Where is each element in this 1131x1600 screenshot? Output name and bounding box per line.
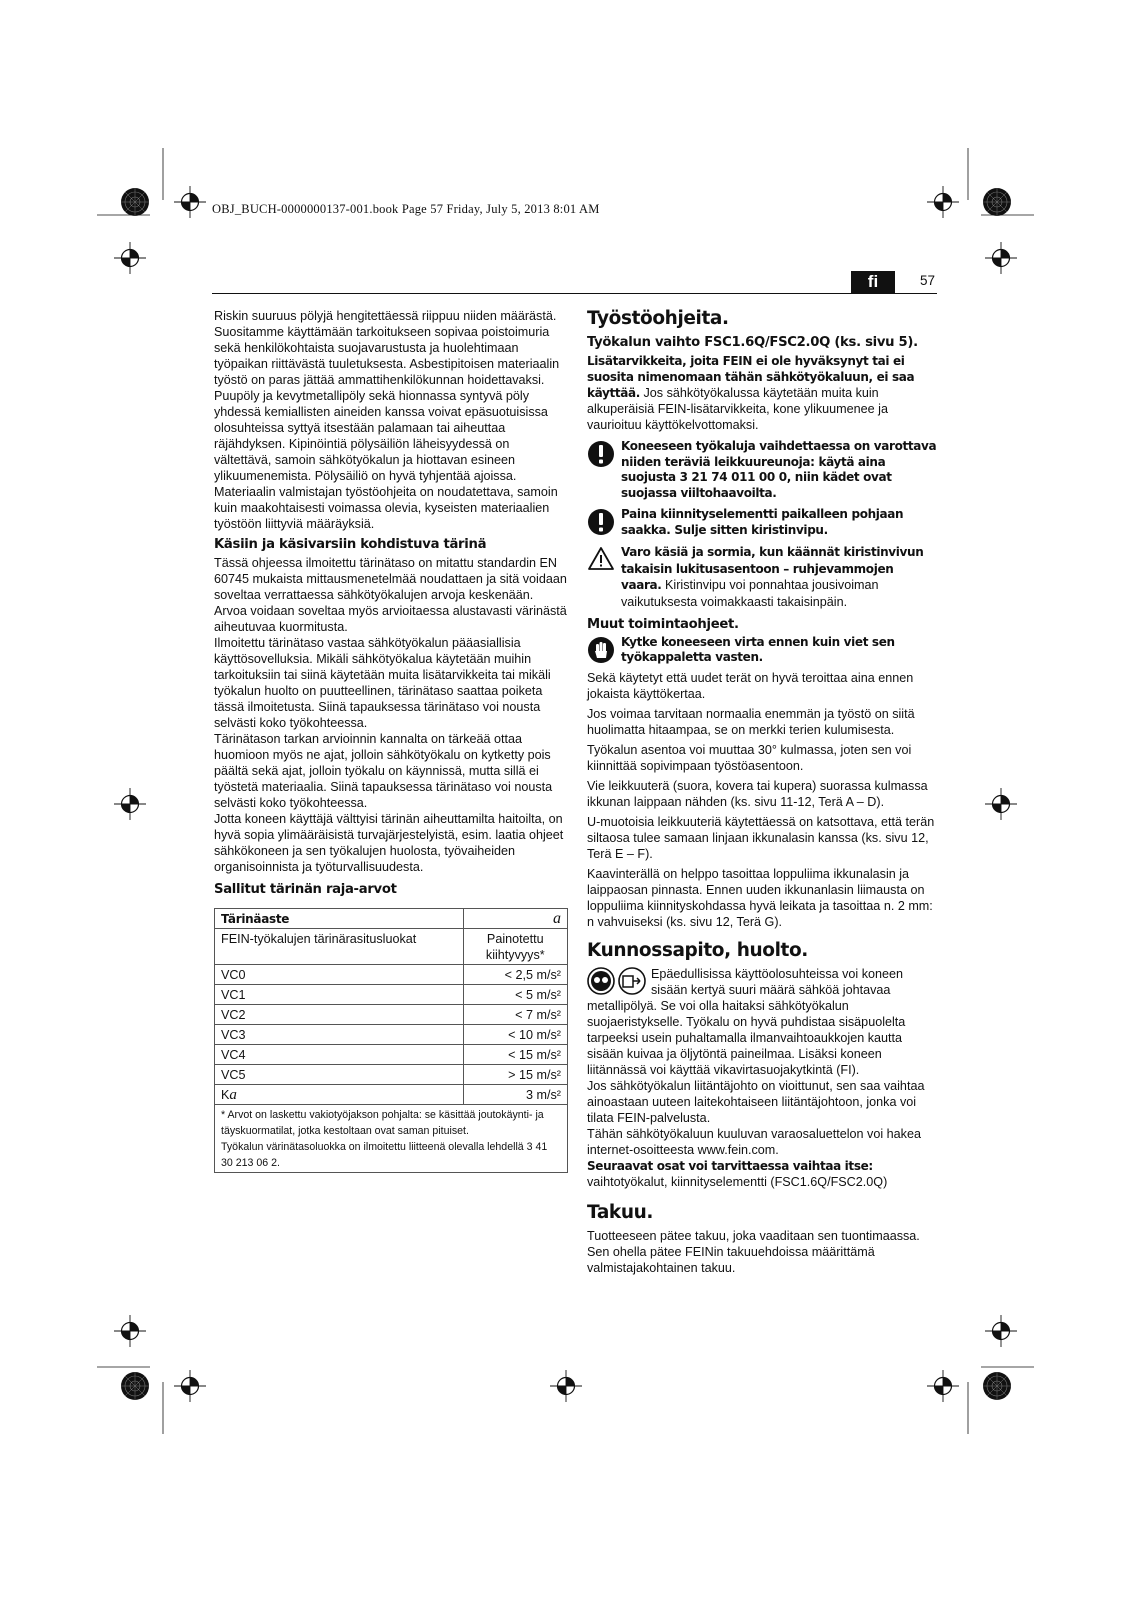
other-instructions-heading: Muut toimintaohjeet. xyxy=(587,616,739,632)
accessory-warning-bold: Lisätarvikkeita, joita FEIN ei ole hyväksynyt tai ei suosita nimenomaan tähän sähkötyökaluun, ei saa käyttää. xyxy=(587,354,915,400)
caution-note-text: Paina kiinnityselementti paikalleen pohjaan saakka. Sulje sitten kiristinvipu. xyxy=(621,507,904,537)
caution-note xyxy=(587,507,937,538)
protective-gear-icons xyxy=(587,967,647,997)
instruction-paragraph: Kaavinterällä on helppo tasoittaa loppuliima ikkunalasin ja laippaosan pinnasta. Ennen uuden ikkunanlasin liimausta on loppuliima kiinnityskohdassa hyvä leikata ja tasoittaa n. 2 mm: n vahvuiseksi (ks. sivu 12, Terä G). xyxy=(587,866,933,929)
table-class-value xyxy=(463,929,567,965)
vibration-paragraph: Jotta koneen käyttäjä välttyisi tärinän aiheuttamilta haitoilta, on hyvä sopia ylimääräisistä turvajärjestelyistä, esim. laatia ohjeet sähkökoneen ja sen työkalujen huolosta, työvaiheiden organisoinnista ja työturvallisuudesta. xyxy=(214,812,564,874)
warranty-title: Takuu. xyxy=(587,1201,653,1223)
left-column xyxy=(214,308,568,1173)
vibration-paragraph: Ilmoitettu tärinätaso vastaa sähkötyökalun pääasiallisia käyttösovelluksia. Mikäli sähkötyökalua käytetään muihin tarkoituksiin tai siinä käytetään muita lisätarvikkeita tai mikäli työkalun huolto on puutteellinen, tärinätaso saattaa poiketa tässä ilmoitetusta. Siinä tapauksessa tärinätaso voi nousta selvästi koko työkohteessa. xyxy=(214,636,551,730)
table-cell-value: < 5 m/s² xyxy=(463,985,567,1005)
replace-heading: Seuraavat osat voi tarvittaessa vaihtaa itse: xyxy=(587,1158,873,1173)
page-number: 57 xyxy=(920,273,936,288)
footnote-line: * Arvot on laskettu vakiotyöjakson pohjalta: se käsittää joutokäynti- ja täyskuormatilat, jotka kestoltaan ovat saman pituiset. xyxy=(221,1109,544,1137)
instruction-paragraph: Sekä käytetyt että uudet terät on hyvä teroittaa aina ennen jokaista käyttökertaa. xyxy=(587,670,914,701)
table-row xyxy=(215,985,568,1005)
exclamation-icon xyxy=(587,508,615,536)
vibration-table xyxy=(214,908,568,1173)
table-footnote xyxy=(215,1105,568,1173)
warning-note-bold: Varo käsiä ja sormia, kun käännät kiristinvivun takaisin lukitusasentoon – ruhjevammojen vaara. xyxy=(621,545,924,592)
k-letter: K xyxy=(221,1088,230,1102)
accessory-warning-text: Jos sähkötyökalussa käytetään muita kuin alkuperäisiä FEIN-lisätarvikkeita, kone ylikuumenee ja vaurioituu käyttökelvottomaksi. xyxy=(587,386,888,432)
table-class-label: FEIN-työkalujen tärinärasitusluokat xyxy=(215,929,464,965)
dust-paragraph: Riskin suuruus pölyjä hengitettäessä riippuu niiden määrästä. Suositamme käyttämään tarkoitukseen sopivaa poistoimuria sekä henkilökohtaista suojavarustusta ja huolehtimaan työpaikan riittävästä tuuletuksesta. Asbestipitoisen materiaalin työstö on paras jättää ammattihenkilökunnan hoidettavaksi. xyxy=(214,309,560,387)
language-badge: fi xyxy=(851,271,895,293)
plug-note xyxy=(587,635,937,666)
k-subscript: a xyxy=(229,1087,237,1103)
vibration-paragraph: Tärinätason tarkan arvioinnin kannalta on tärkeää ottaa huomioon myös ne ajat, jolloin sähkötyökalu on kytketty pois päältä sekä ajat, jolloin työkalu on käynnissä, mutta sillä ei työstetä materiaalia. Siinä tapauksessa tärinätaso voi nousta selvästi koko työkohteessa. xyxy=(214,732,553,810)
warning-note-text: Kiristinvipu voi ponnahtaa jousivoiman vaikutuksesta voimakkaasti takaisinpäin. xyxy=(621,578,879,609)
table-row xyxy=(215,1065,568,1085)
table-cell-name: VC3 xyxy=(215,1025,464,1045)
maintenance-block xyxy=(587,966,937,1078)
instruction-paragraph: Vie leikkuuterä (suora, kovera tai kupera) suorassa kulmassa ikkunan laippaan nähden (ks. sivu 11-12, Terä A – D). xyxy=(587,778,928,809)
footnote-line: Työkalun värinätasoluokka on ilmoitettu liitteenä olevalla lehdellä 3 41 30 213 06 2. xyxy=(221,1141,548,1169)
table-row xyxy=(215,965,568,985)
table-class-value-line: kiihtyvyys* xyxy=(485,948,545,962)
maintenance-paragraph: Epäedullisissa käyttöolosuhteissa voi koneen sisään kertyä suuri määrä sähköä johtavaa metallipölyä. Se voi olla haitaksi sähkötyökalun suojaeristykselle. Työkalu on hyvä puhdistaa sisäpuolelta tarpeeksi usein puhaltamalla ilmanvaihtoaukkojen kautta sisään kuivaa ja öljytöntä paineilmaa. Lisäksi koneen liitännässä voi käyttää vikavirtasuojakytkintä (FI). xyxy=(587,966,906,1077)
maintenance-paragraph: Tähän sähkötyökaluun kuuluvan varaosaluettelon voi hakea internet-osoitteesta www.fein.com. xyxy=(587,1126,921,1157)
table-row xyxy=(215,1045,568,1065)
header-rule xyxy=(212,293,937,294)
right-column xyxy=(587,308,937,1276)
hand-plug-icon xyxy=(587,636,615,664)
table-footnote-row xyxy=(215,1105,568,1173)
warranty-paragraph: Tuotteeseen pätee takuu, joka vaaditaan sen tuontimaassa. Sen ohella pätee FEINin takuuehdoissa määrittämä valmistajakohtainen takuu. xyxy=(587,1228,920,1275)
plug-note-text: Kytke koneeseen virta ennen kuin viet sen työkappaletta vasten. xyxy=(621,634,895,664)
replace-text: vaihtotyökalut, kiinnityselementti (FSC1.6Q/FSC2.0Q) xyxy=(587,1174,888,1189)
table-row xyxy=(215,1085,568,1105)
table-row xyxy=(215,1025,568,1045)
table-cell-value: < 7 m/s² xyxy=(463,1005,567,1025)
caution-note-text: Koneeseen työkaluja vaihdettaessa on varottava niiden teräviä leikkuureunoja: käytä aina suojusta 3 21 74 011 00 0, niin kädet ovat suojassa viiltohaavoilta. xyxy=(621,439,937,500)
warning-note xyxy=(587,544,937,610)
table-cell-value: < 10 m/s² xyxy=(463,1025,567,1045)
table-header-row xyxy=(215,909,568,929)
maintenance-title: Kunnossapito, huolto. xyxy=(587,939,808,961)
table-row xyxy=(215,1005,568,1025)
dust-ignition-paragraph: Puupöly ja kevytmetallipöly sekä hionnassa syntyvä pöly yhdessä kemiallisten aineiden kanssa voivat epäsuotuisissa olosuhteissa syttyä itsestään palamaan tai aiheuttaa räjähdyksen. Kipinöintiä pölysäiliön läheisyydessä on vältettävä, samoin sähkötyökalun ja hiottavan esineen ylikuumenemista. Pölysäiliö on hyvä tyhjentää ajoissa. xyxy=(214,389,548,483)
table-cell-name xyxy=(215,1085,464,1105)
table-cell-name: VC4 xyxy=(215,1045,464,1065)
maintenance-paragraph: Jos sähkötyökalun liitäntäjohto on vioittunut, sen saa vaihtaa ainoastaan uuteen laitekohtaiseen liitäntäjohtoon, jonka voi tilata FEIN-palvelusta. xyxy=(587,1078,925,1125)
table-class-value-line: Painotettu xyxy=(486,932,544,946)
table-cell-value: < 2,5 m/s² xyxy=(463,965,567,985)
accessory-warning xyxy=(587,353,937,433)
table-cell-name: VC1 xyxy=(215,985,464,1005)
table-cell-name: VC0 xyxy=(215,965,464,985)
table-cell-value: < 15 m/s² xyxy=(463,1045,567,1065)
table-cell-value: 3 m/s² xyxy=(463,1085,567,1105)
table-cell-name: VC5 xyxy=(215,1065,464,1085)
instruction-paragraph: U-muotoisia leikkuuteriä käytettäessä on katsottava, että terän siltaosa tulee samaan linjaan ikkunalasin kanssa (ks. sivu 12, Terä E – F). xyxy=(587,814,935,861)
warning-triangle-icon xyxy=(587,545,615,573)
vibration-heading: Käsiin ja käsivarsiin kohdistuva tärinä xyxy=(214,537,487,552)
instructions-title: Työstöohjeita. xyxy=(587,308,729,329)
table-cell-value: > 15 m/s² xyxy=(463,1065,567,1085)
limits-heading: Sallitut tärinän raja-arvot xyxy=(214,882,397,897)
warning-note-body xyxy=(621,544,937,610)
table-cell-name: VC2 xyxy=(215,1005,464,1025)
vibration-paragraph: Tässä ohjeessa ilmoitettu tärinätaso on mitattu standardin EN 60745 mukaista mittausmenetelmää noudattaen ja sitä voidaan soveltaa verrattaessa sähkötyökalujen arvoja keskenään. Arvoa voidaan soveltaa myös arvioitaessa alustavasti värinästä aiheutuvaa kuormitusta. xyxy=(214,556,567,634)
book-info-line: OBJ_BUCH-0000000137-001.book Page 57 Friday, July 5, 2013 8:01 AM xyxy=(212,202,600,216)
table-row xyxy=(215,929,568,965)
caution-note xyxy=(587,439,937,501)
table-header-label: Tärinäaste xyxy=(215,909,464,929)
material-paragraph: Materiaalin valmistajan työstöohjeita on noudatettava, samoin kuin maakohtaisesti voimassa olevia, kyseisten materiaalien työstöön liittyviä määräyksiä. xyxy=(214,485,558,531)
instruction-paragraph: Työkalun asentoa voi muuttaa 30° kulmassa, joten sen voi kiinnittää sopivimpaan työstöasentoon. xyxy=(587,742,912,773)
instruction-paragraph: Jos voimaa tarvitaan normaalia enemmän ja työstö on siitä huolimatta hitaampaa, se on merkki terien kulumisesta. xyxy=(587,706,915,737)
exclamation-icon xyxy=(587,440,615,468)
table-header-symbol: a xyxy=(463,909,567,929)
tool-change-heading: Työkalun vaihto FSC1.6Q/FSC2.0Q (ks. sivu 5). xyxy=(587,335,918,350)
